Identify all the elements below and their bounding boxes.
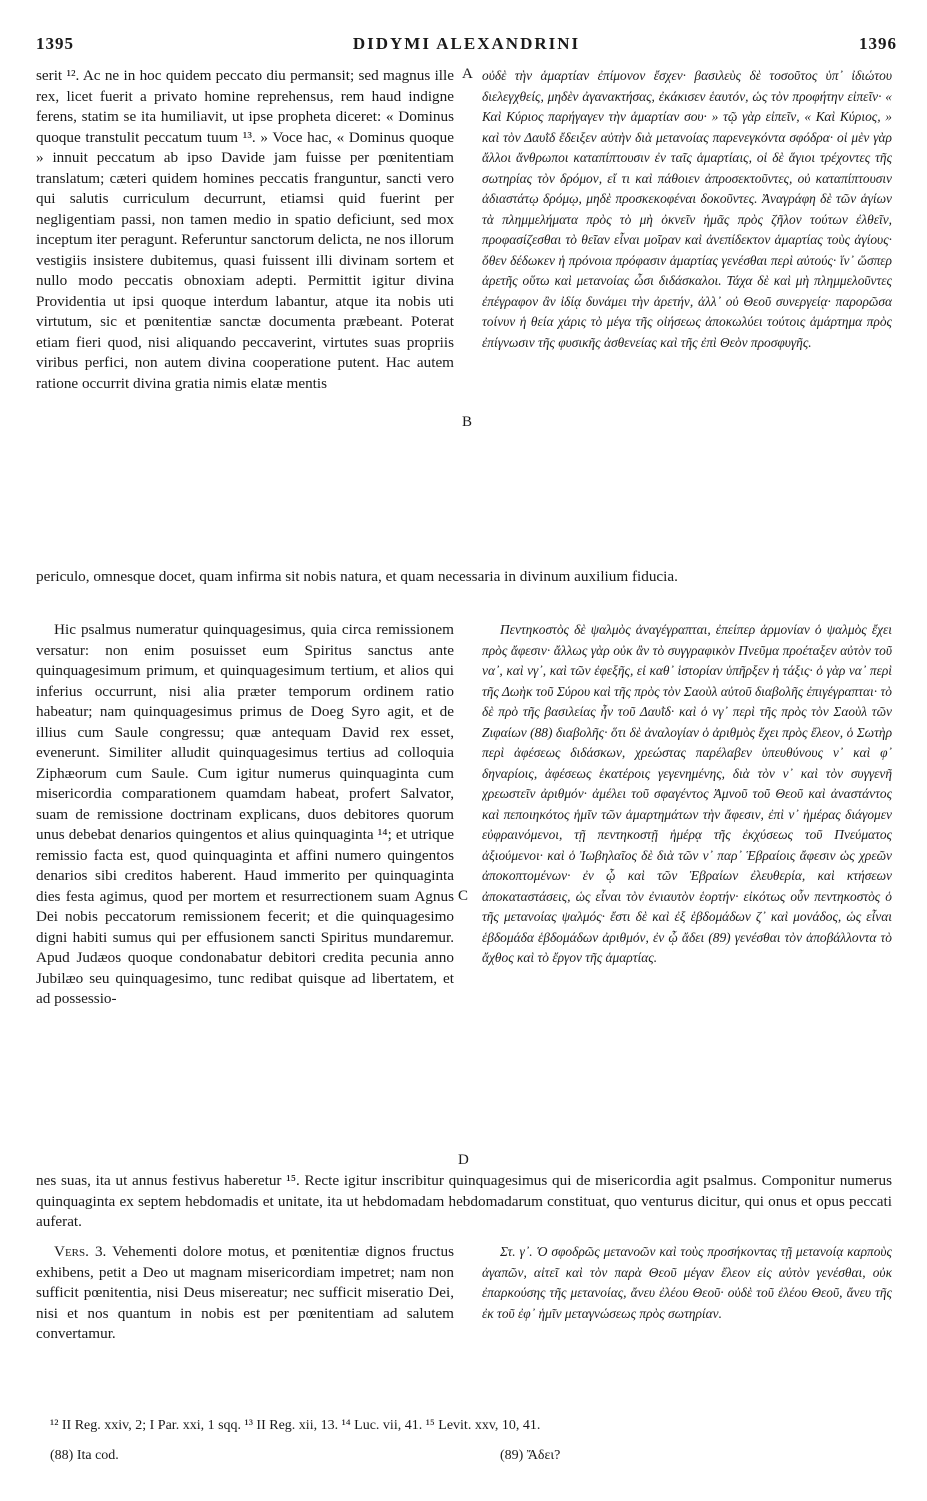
footnote-89: (89) Ἄδει? xyxy=(500,1448,561,1463)
margin-letter-c: C xyxy=(458,888,469,904)
verse-label: Vers. 3. xyxy=(54,1243,107,1260)
running-header xyxy=(36,34,897,58)
greek-paragraph-3: Στ. γ᾽. Ὁ σφοδρῶς μετανοῶν καὶ τοὺς προσήκοντας τῇ μετανοίᾳ καρποὺς ἀγαπῶν, αἰτεῖ καὶ τὸν παρὰ Θεοῦ μέγαν ἔλεον εἰς αὐτὸν γενέσθαι, οὐκ ἐπαρκούσης τῆς μετανοίας, ἄνευ ἐλέου Θεοῦ· οὐδὲ τοῦ ἐλέου Θεοῦ, ἄνευ τῆς ἐκ τοῦ ἐφ᾽ ἡμῖν μεταγνώσεως πρὸς σωτηρίαν. xyxy=(482,1244,892,1321)
running-title: DIDYMI ALEXANDRINI xyxy=(352,34,581,53)
page-number-right: 1396 xyxy=(859,34,897,53)
footnote-88: (88) Ita cod. xyxy=(50,1448,119,1463)
latin-spanning-line-1: periculo, omnesque docet, quam infirma sit nobis natura, et quam necessaria in divinum auxilium fiducia. xyxy=(36,568,678,585)
greek-paragraph-2: Πεντηκοστὸς δὲ ψαλμὸς ἀναγέγραπται, ἐπείπερ ἁρμονίαν ὁ ψαλμὸς ἔχει πρὸς ἄφεσιν· ἄλλως γὰρ οὐκ ἂν τὸ συγγραφικὸν Πνεῦμα προέταξεν αὐτὸν τοῦ να᾽, καὶ νγ᾽, καὶ τῶν ἐφεξῆς, εἰ καθ᾽ ἱστορίαν ὑπῆρξεν ἡ τάξις· ὁ γὰρ να᾽ περὶ τῆς Δωὴκ τοῦ Σύρου καὶ τῆς πρὸς τὸν Σαοὺλ αὐτοῦ διαβολῆς ἐπιγέγραπται· τὸ δὲ πρὸ τῆς βασιλείας ἦν τοῦ Δαυῒδ· καὶ ὁ νγ᾽ περὶ τῆς πρὸς τὸν Σαοὺλ τῶν Ζιφαίων (88) διαβολῆς· ὅτι δὲ ἀναλογίαν ὁ ἀριθμὸς ἔχει πρὸς ἔλεον, ὁ Σωτὴρ περὶ ἀφέσεως διδάσκων, χρεώστας παρέλαβεν ὑπευθύνους ν᾽ καὶ φ᾽ δηναρίοις, ἀφέσεως ἑκατέροις γεγενημένης, διὰ τὸν ν᾽ καὶ τὸν συγγενῆ χρεωστεῖν ἀριθμόν· ἀμέλει τοῦ σφαγέντος Ἀμνοῦ τοῦ Θεοῦ καὶ ἀναστάντος καὶ πεποιηκότος ἡμῖν τῶν ἁμαρτημάτων τὴν ἄφεσιν, ἐπὶ ν᾽ ἡμέρας διάγομεν εὐφραινόμενοι, τῇ πεντηκοστῇ ἡμέρᾳ τῆς ἐκχύσεως τοῦ Πνεύματος ἀξιούμενοι· καὶ ὁ Ἰωβηλαῖος δὲ διὰ τῶν ν᾽ παρ᾽ Ἑβραίοις ἄφεσιν ὡς χρεῶν ἀποκοπτομένων· ἐν ᾧ καὶ τῶν Ἑβραίων ἐλευθερία, καὶ κτήσεων ἀποκαταστάσεις, ὡς εἶναι τὸν ἐνιαυτὸν ἑορτήν· εἰκότως οὖν πεντηκοστὸς ὁ τῆς μετανοίας ψαλμός· ἔστι δὲ καὶ ἐξ ἑβδομάδων ζ᾽ καὶ μονάδος, ὡς εἶναι ἑβδομάδα ἑβδομάδων ἀριθμόν, ἐν ᾧ ἄδει (89) γενέσθαι τὸν ἀποβάλλοντα τὸ ἄχθος καὶ τὸ ἔργον τῆς ἁμαρτίας. xyxy=(482,622,892,965)
latin-paragraph-2: Hic psalmus numeratur quinquagesimus, quia circa remissionem versatur: non enim posuisset eum Spiritus sanctus ante quinquagesimum primum, et quinquagesimum tertium, et alios qui inferius occurrunt, nisi alia præter temporum ordinem ratio habeatur; nam quinquagesimus primus de Doeg Syro agit, et de illius cum Saule congressu; quæ antequam David rex esset, evenerunt. Similiter alludit quinquagesimus tertius ad colloquia Ziphæorum cum Saule. Cum igitur numerus quinquaginta cum misericordia comparationem quamdam habeat, profert Salvator, suam de remissione doctrinam explicans, duos debitores quorum unus debebat denarios quingentos et alius quinquaginta ¹⁴; et utrique remissio facta est, quod quinquaginta et affini numero quingentos denarios sibi creditos haberent. Haud immerito per quinquaginta dies festa agimus, quod per mortem et resurrectionem suam Agnus Dei nobis peccatorum remissionem fecerit; et die quinquagesimo digni habiti sumus qui per effusionem sancti Spiritus mundaremur. Apud Judæos quoque condonabatur debitori credita pecunia anno Jubilæo seu quinquagesimo, tunc redibat quisque ad libertatem, et ad possessio- xyxy=(36,621,454,1007)
latin-spanning-paragraph-2: nes suas, ita ut annus festivus haberetur ¹⁵. Recte igitur inscribitur quinquagesimus qui de misericordia agit psalmus. Componitur numerus quinquaginta ex septem hebdomadis et unitate, ita ut hebdomadam hebdomadarum constituat, quo venturus dicitur, qui onus et opus peccati auferat. xyxy=(36,1172,892,1230)
latin-paragraph-3 xyxy=(36,1242,454,1392)
footnotes-latin: ¹² II Reg. xxiv, 2; I Par. xxi, 1 sqq. ¹³ II Reg. xii, 13. ¹⁴ Luc. vii, 41. ¹⁵ Levit. xxv, 10, 41. xyxy=(50,1418,541,1433)
margin-letter-d: D xyxy=(458,1152,469,1168)
margin-letter-b: B xyxy=(462,414,473,430)
page-number-left: 1395 xyxy=(36,34,74,53)
margin-letter-a: A xyxy=(462,66,473,82)
latin-paragraph-1: serit ¹². Ac ne in hoc quidem peccato diu permansit; sed magnus ille rex, licet fuerit a privato homine reprehensus, rem haud indigne ferens, statim se ita humiliavit, ut ipse propheta diceret: « Dominus quoque transtulit peccatum tuum ¹³. » Voce hac, « Dominus quoque » innuit peccatum ab ipso Davide jam fuisse per pœnitentiam translatum; cæteri quidem homines peccatis franguntur, sancti vero qui salutis curriculum decurrunt, etiamsi quid fuerint per negligentiam passi, non tamen medio in spatio deficiunt, sed mox inceptum iter peragunt. Referuntur sanctorum delicta, ne nos illorum vestigiis insistere dubitemus, quasi fuissent illi divinam sortem et nullo modo peccatis obnoxiam adepti. Permittit igitur divina Providentia ut ipsi quoque interdum labantur, atque ita nobis uti virtutum, sic et pœnitentiæ sanctæ documenta præbeant. Poterat etiam fieri quod, nisi aliquando peccaverint, virtutes suas propriis viribus perfici, non autem divina cooperatione putent. Hac autem ratione occurrit divina gratia nimis elatæ mentis xyxy=(36,67,454,392)
latin-verse-text: Vehementi dolore motus, et pœnitentiæ dignos fructus exhibens, petit a Deo ut magnam misericordiam impetret; nam non sufficit pœnitentia, nisi Deus misereatur; nec sufficit miseratio Dei, nisi et nos quantum in nobis est per pœnitentiam ad salutem convertamur. xyxy=(36,1243,454,1342)
greek-paragraph-1: οὐδὲ τὴν ἁμαρτίαν ἐπίμονον ἔσχεν· βασιλεὺς δὲ τοσοῦτος ὑπ᾽ ἰδιώτου διελεγχθείς, μηδὲν ἀγανακτήσας, ἐκάκισεν ἑαυτόν, ὡς τὸν προφήτην εἰπεῖν· « Καὶ Κύριος παρήγαγεν τὴν ἁμαρτίαν σου· » τῷ γὰρ εἰπεῖν, « Καὶ Κύριος, » καὶ τὸν Δαυῒδ ἔδειξεν αὐτὴν διὰ μετανοίας παρενεγκόντα σφόδρα· οἱ μὲν γὰρ ἄλλοι ἄνθρωποι καταπίπτουσιν ἐν ταῖς ἁμαρτίαις, οἱ δὲ ἅγιοι τρέχοντες τῆς σωτηρίας τὸν δρόμον, εἴ τι καὶ πάθοιεν ἀπροσεκτοῦντες, οὐ καταπίπτουσιν ἀδιαστάτῳ δρόμῳ, μηδὲ προσκεκοφέναι δοκοῦντες. Ἀναγράφη δὲ τῶν ἁγίων τὰ πλημμελήματα πρὸς τὸ μὴ ὀκνεῖν ἡμᾶς πρὸς ζῆλον τούτων ἐλθεῖν, προφασίζεσθαι τὸ θεῖαν εἶναι μοῖραν καὶ ἀνεπίδεκτον ἁμαρτίας τοὺς ἁγίους· ὅθεν δέδωκεν ἡ πρόνοια πρόφασιν ἁμαρτίας γενέσθαι περὶ αὐτούς· ἵν᾽ ὥσπερ ἀρετῆς οὕτω καὶ μετανοίας ὦσι διδάσκαλοι. Τάχα δὲ καὶ μὴ πλημμελοῦντες ἐπέγραφον ἂν ἰδίᾳ δυνάμει τὴν ἀρετήν, ἀλλ᾽ οὐ Θεοῦ συνεργείᾳ· παρορῶσα τοίνυν ἡ θεία χάρις τὸ μέγα τῆς οἰήσεως ἀποκωλύει τούτοις ἁμάρτημα πρὸς ἐπίγνωσιν τῆς φυσικῆς ἀσθενείας καὶ τῆς ἐπὶ Θεὸν προσφυγῆς. xyxy=(482,68,892,350)
